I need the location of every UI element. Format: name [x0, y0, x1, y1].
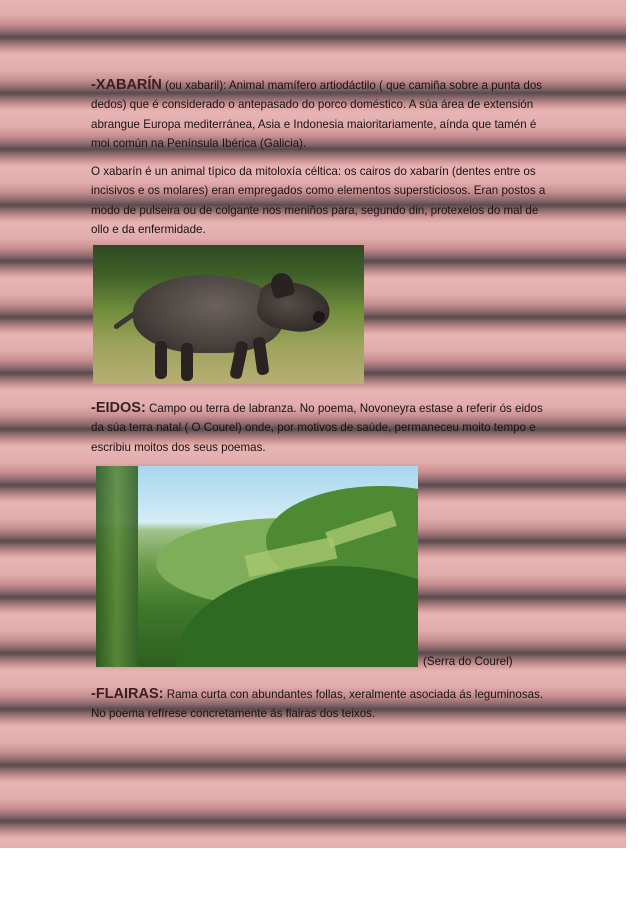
boar-snout	[313, 311, 325, 323]
xabarin-definition: (ou xabaril): Animal mamífero artiodáctilo ( que camiña sobre a punta dos dedos) que é considerado o antepasado do porco doméstico. A súa área de extensión abrangue Europa mediterránea, Asia e Indonesia maioritariamente, aínda que tamén é moi común na Península Ibérica (Galicia).	[91, 79, 543, 151]
eidos-paragraph	[91, 399, 551, 457]
flairas-definition: Rama curta con abundantes follas, xeralmente asociada ás leguminosas. No poema refírese concretamente ás flairas dos teixos.	[91, 688, 544, 721]
boar-leg	[181, 343, 193, 381]
eidos-definition: Campo ou terra de labranza. No poema, Novoneyra estase a referir ós eidos da súa terra natal ( O Courel) onde, por motivos de saúde, permaneceu moito tempo e escribiu moitos dos seus poemas.	[91, 402, 543, 454]
eidos-term: -EIDOS:	[91, 400, 146, 416]
wild-boar-photo	[93, 245, 364, 384]
foreground-tree	[96, 466, 138, 667]
xabarin-paragraph	[91, 76, 551, 154]
xabarin-term: -XABARÍN	[91, 77, 162, 93]
flairas-term: -FLAIRAS:	[91, 686, 164, 702]
photo-caption: (Serra do Courel)	[423, 655, 513, 668]
xabarin-mythology-paragraph: O xabarín é un animal típico da mitoloxía céltica: os cairos do xabarín (dentes entre os incisivos e os molares) eran empregados como elementos supersticiosos. Eran postos a modo de pulseira ou de colgante nos meniños para, segundo din, protexelos do mal de ollo e da enfermidade.	[91, 165, 546, 237]
boar-leg	[155, 341, 167, 379]
flairas-paragraph	[91, 685, 551, 724]
serra-do-courel-photo	[96, 466, 418, 667]
